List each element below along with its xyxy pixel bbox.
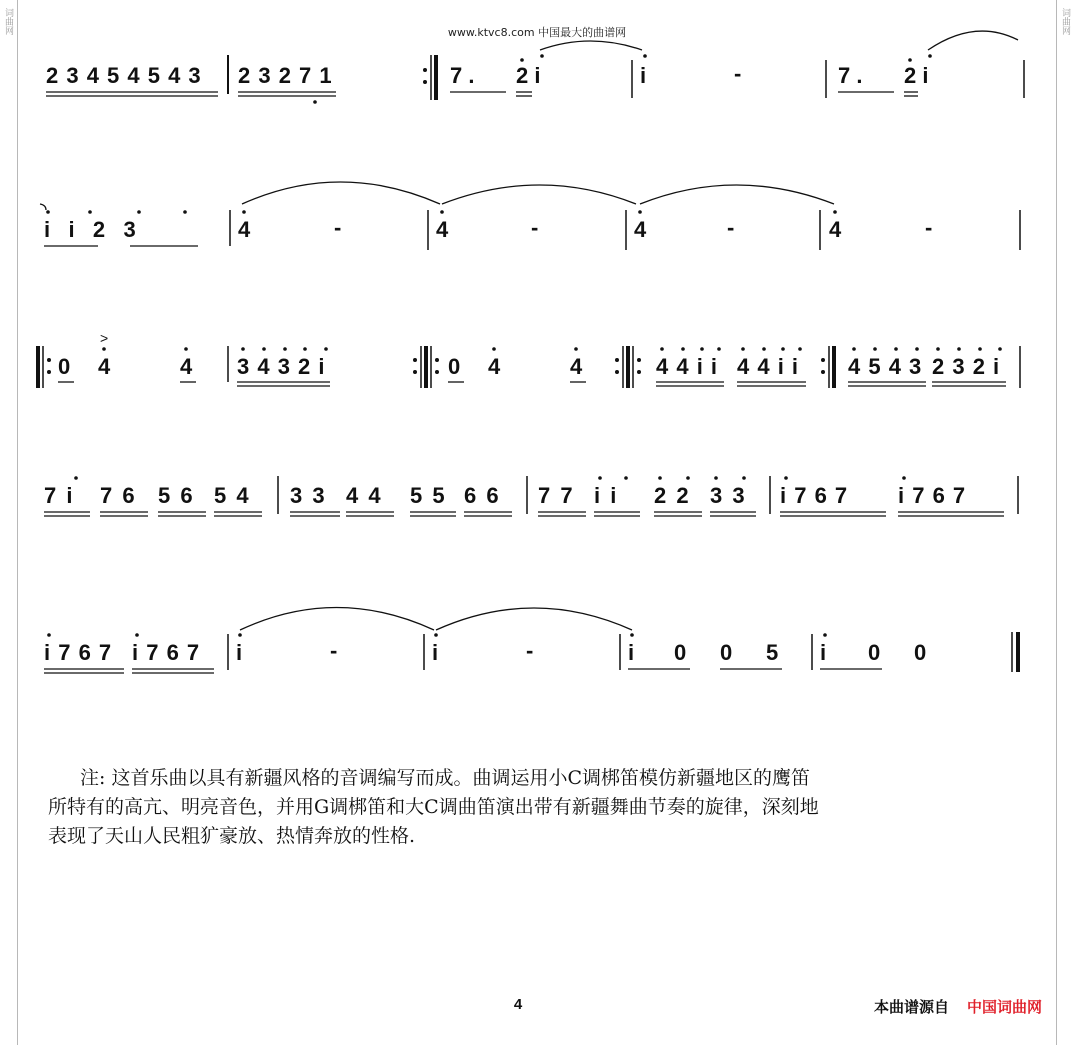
- measure-5-1b: i 7 6 7: [132, 640, 201, 665]
- measure-3-1c: 4: [180, 354, 193, 379]
- measure-3-5a: 4 5 4 3: [848, 354, 923, 379]
- measure-1-4a: i: [640, 63, 647, 88]
- measure-5-4b: 0: [674, 640, 687, 665]
- score-row-3: [38, 330, 1020, 388]
- measure-1-4b: -: [734, 61, 742, 86]
- measure-3-2: 3 4 3 2 i: [237, 354, 326, 379]
- measure-4-2c: 5 5: [410, 483, 447, 508]
- page-number: 4: [513, 996, 523, 1013]
- measure-4-1c: 5 6: [158, 483, 195, 508]
- score-row-5: [44, 608, 1018, 674]
- measure-2-3a: 4: [436, 217, 449, 242]
- measure-4-3d: 3 3: [710, 483, 747, 508]
- measure-3-1b: 4: [98, 354, 111, 379]
- measure-2-5a: 4: [829, 217, 842, 242]
- watermark-text: 词曲网: [3, 8, 13, 35]
- source-credit: [874, 996, 1042, 1017]
- measure-2-3b: -: [531, 215, 539, 240]
- annotation-note: [48, 764, 1028, 851]
- note-line-3: 表现了天山人民粗犷豪放、热情奔放的性格.: [48, 825, 416, 847]
- measure-3-4a: 4 4 i i: [656, 354, 719, 379]
- measure-5-5a: i: [820, 640, 827, 665]
- measure-2-2b: -: [334, 215, 342, 240]
- measure-3-5b: 2 3 2 i: [932, 354, 1001, 379]
- measure-4-2a: 3 3: [290, 483, 327, 508]
- measure-5-2a: i: [236, 640, 243, 665]
- source-site-link[interactable]: 中国词曲网: [966, 998, 1042, 1016]
- site-header: www.ktvc8.com 中国最大的曲谱网: [447, 26, 627, 39]
- measure-3-1a: 0: [58, 354, 71, 379]
- measure-3-3a: 0: [448, 354, 461, 379]
- measure-4-1b: 7 6: [100, 483, 137, 508]
- source-label: 本曲谱源自: [873, 998, 949, 1016]
- measure-2-1: i i 2 3: [44, 217, 136, 242]
- measure-3-4b: 4 4 i i: [737, 354, 800, 379]
- score-row-4: [44, 476, 1018, 516]
- measure-4-2d: 6 6: [464, 483, 501, 508]
- measure-1-3b: 2 i: [516, 63, 541, 88]
- measure-5-4c: 0: [720, 640, 733, 665]
- measure-4-4a: i 7 6 7: [780, 483, 849, 508]
- measure-5-4d: 5: [766, 640, 779, 665]
- measure-5-5c: 0: [914, 640, 927, 665]
- measure-1-3a: 7 .: [450, 63, 475, 88]
- watermark-text: 词曲网: [1060, 8, 1070, 35]
- measure-2-4a: 4: [634, 217, 647, 242]
- accent-mark: >: [100, 330, 109, 346]
- measure-1-5b: 2 i: [904, 63, 929, 88]
- measure-4-2b: 4 4: [346, 483, 383, 508]
- score-row-1: [46, 31, 1024, 104]
- measure-4-3a: 7 7: [538, 483, 575, 508]
- measure-5-3b: -: [526, 638, 534, 663]
- measure-1-2: 2 3 2 7 1: [238, 63, 333, 88]
- measure-5-2b: -: [330, 638, 338, 663]
- measure-1-5a: 7 .: [838, 63, 863, 88]
- measure-3-3c: 4: [570, 354, 583, 379]
- measure-5-5b: 0: [868, 640, 881, 665]
- measure-2-5b: -: [925, 215, 933, 240]
- measure-4-1d: 5 4: [214, 483, 251, 508]
- measure-4-3b: i i: [594, 483, 619, 508]
- measure-4-1a: 7 i: [44, 483, 75, 508]
- measure-5-1a: i 7 6 7: [44, 640, 113, 665]
- note-line-2: 所特有的高亢、明亮音色，并用G调梆笛和大C调曲笛演出带有新疆舞曲节奏的旋律，深刻地: [48, 796, 819, 818]
- measure-3-3b: 4: [488, 354, 501, 379]
- score-row-2: [40, 182, 1020, 250]
- note-line-1: 注: 这首乐曲以具有新疆风格的音调编写而成。曲调运用小C调梆笛模仿新疆地区的鹰笛: [80, 767, 810, 789]
- measure-2-4b: -: [727, 215, 735, 240]
- measure-2-2a: 4: [238, 217, 251, 242]
- measure-5-4a: i: [628, 640, 635, 665]
- measure-4-3c: 2 2: [654, 483, 691, 508]
- measure-4-4b: i 7 6 7: [898, 483, 967, 508]
- measure-1-1: 2 3 4 5 4 5 4 3: [46, 63, 202, 88]
- measure-5-3a: i: [432, 640, 439, 665]
